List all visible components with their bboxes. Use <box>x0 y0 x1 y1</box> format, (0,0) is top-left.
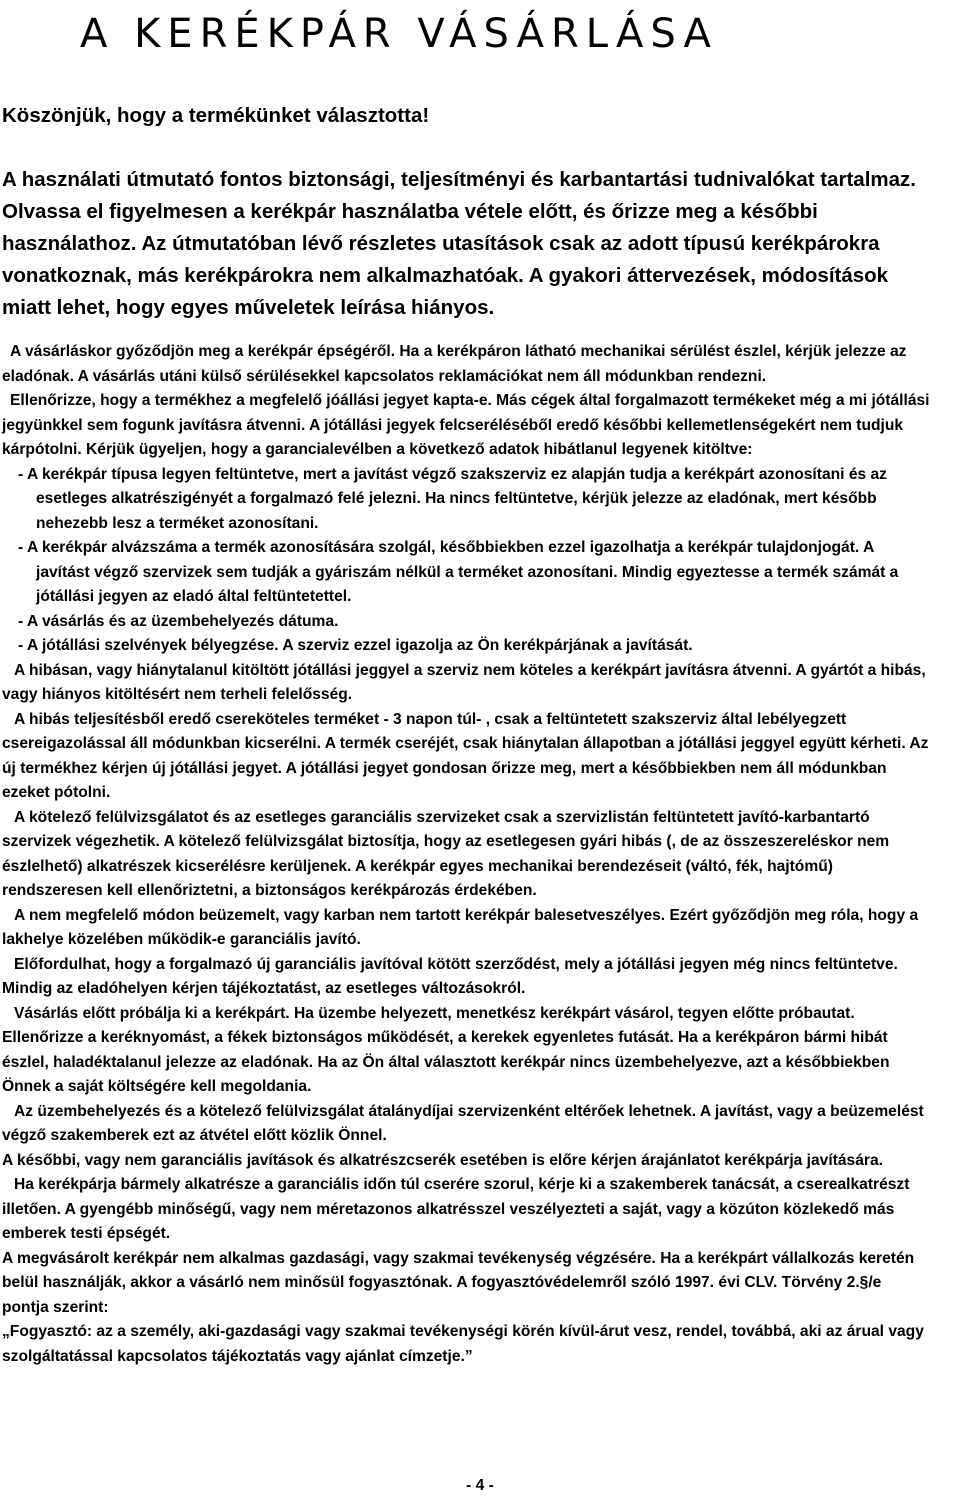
paragraph-incomplete-card: A hibásan, vagy hiánytalanul kitöltött jótállási jeggyel a szerviz nem köteles a kerékpárt javításra átvenni. A gyártót a hibás, vagy hiányos kitöltésért nem terheli felelősség. <box>2 661 926 703</box>
bullet-purchase-date: - A vásárlás és az üzembehelyezés dátuma. <box>18 612 339 630</box>
paragraph-fees: Az üzembehelyezés és a kötelező felülvizsgálat átalánydíjai szervizenként eltérőek lehetnek. A javítást, vagy a beüzemelést végző szakemberek ezt az átvétel előtt közlik Önnel. <box>2 1102 924 1144</box>
paragraph-replacement: A hibás teljesítésből eredő csereköteles terméket - 3 napon túl- , csak a feltüntetett szakszerviz által lebélyegzett csereigazolással áll módunkban kicserélni. A termék cseréjét, csak hiánytalan állapotban a jótállási jeggyel együtt kérheti. Az új termékhez kérjen új jótállási jegyet. A jótállási jegyet gondosan őrizze meg, mert a későbbiekben nem áll módunkban ezeket pótolni. <box>2 710 929 801</box>
paragraph-warranty-card: Ellenőrizze, hogy a termékhez a megfelelő jóállási jegyet kapta-e. Más cégek által forgalmazott termékeket még a mi jótállási jegyünkkel sem fogunk javításra átvenni. A jótállási jegyek felcserélésébőI eredő későbbi kellemetlenségekért nem tudjuk kárpótolni. Kérjük ügyeljen, hogy a garancialevélben a következő adatok hibátlanul legyenek kitöltve: <box>2 392 930 458</box>
paragraph-test-ride: Vásárlás előtt próbálja ki a kerékpárt. Ha üzembe helyezett, menetkész kerékpárt vásárol, tegyen előtte próbautat. Ellenőrizze a keréknyomást, a fékek biztonságos működését, a kerekek egyenletes futását. Ha a kerékpáron bármi hibát észlel, haladéktalanul jelezze az eladónak. Ha az Ön által választott kerékpár nincs üzembehelyezve, azt a későbbiekben Önnek a saját költségére kell megoldania. <box>2 1004 890 1095</box>
bullet-stamping: - A jótállási szelvények bélyegzése. A szerviz ezzel igazolja az Ön kerékpárjának a javítását. <box>18 637 693 654</box>
bullet-frame-number: - A kerékpár alvázszáma a termék azonosítására szolgál, későbbiekben ezzel igazolhatja a kerékpár tulajdonjogát. A javítást végző szervizek sem tudják a gyáriszám nélkül a terméket azonosítani. Mindig egyeztesse a termék számát a jótállási jegyen az eladó által feltüntetettel. <box>18 539 899 605</box>
paragraph-quote: A későbbi, vagy nem garanciális javítások és alkatrészcserék esetében is előre kérjen árajánlatot kerékpárja javítására. <box>2 1151 883 1169</box>
thanks-line: Köszönjük, hogy a termékünket választotta! <box>2 104 430 127</box>
page-number: - 4 - <box>466 1477 494 1494</box>
paragraph-commercial-use: A megvásárolt kerékpár nem alkalmas gazdasági, vagy szakmai tevékenység végzésére. Ha a kerékpárt vállalkozás keretén belül használják, akkor a vásárló nem minősül fogyasztónak. A fogyasztóvédelemről szóló 1997. évi CLV. Törvény 2.§/e pontja szerint: <box>2 1249 915 1316</box>
page-title: A KERÉKPÁR VÁSÁRLÁSA <box>80 11 718 57</box>
paragraph-mandatory-inspection: A kötelező felülvizsgálatot és az esetleges garanciális szervizeket csak a szervizlistán feltüntetett javító-karbantartó szervizek végezhetik. A kötelező felülvizsgálat biztosítja, hogy az esetlegesen gyári hibás (, de az összeszereléskor nem észlelhető) alkatrészek kicserélésre kerüljenek. A kerékpár egyes mechanikai berendezéseit (váltó, fék, hajtómű) rendszeresen kell ellenőriztetni, a biztonságos kerékpározás érdekében. <box>2 808 890 899</box>
intro-paragraph: A használati útmutató fontos biztonsági, teljesítményi és karbantartási tudnivalókat tartalmaz. Olvassa el figyelmesen a kerékpár használatba vétele előtt, és őrizze meg a későbbi használathoz. Az útmutatóban lévő részletes utasítások csak az adott típusú kerékpárokra vonatkoznak, más kerékpárokra nem alkalmazhatóak. A gyakori áttervezések, módosítások miatt lehet, hogy egyes műveletek leírása hiányos. <box>2 168 916 319</box>
paragraph-consumer-definition: „Fogyasztó: az a személy, aki-gazdasági vagy szakmai tevékenységi körén kívül-árut vesz, rendel, továbbá, aki az árual vagy szolgáltatással kapcsolatos tájékoztatás vagy ajánlat címzetje.” <box>2 1323 924 1365</box>
paragraph-new-service-partner: Előfordulhat, hogy a forgalmazó új garanciális javítóval kötött szerződést, mely a jótállási jegyen még nincs feltüntetve. Mindig az eladóhelyen kérjen tájékoztatást, az esetleges változásokról. <box>2 955 898 997</box>
body-text <box>2 340 930 1369</box>
paragraph-spare-parts: Ha kerékpárja bármely alkatrésze a garanciális időn túl cserére szorul, kérje ki a szakemberek tanácsát, a cserealkatrészt illetően. A gyengébb minőségű, vagy nem méretazonos alkatrésszel veszélyezteti a saját, vagy a közúton közlekedő más emberek testi épségét. <box>2 1176 910 1242</box>
paragraph-unsafe-bike: A nem megfelelő módon beüzemelt, vagy karban nem tartott kerékpár balesetveszélyes. Ezért győződjön meg róla, hogy a lakhelye közelében működik-e garanciális javító. <box>2 906 919 948</box>
bullet-bike-type: - A kerékpár típusa legyen feltüntetve, mert a javítást végző szakszerviz ez alapján tudja a kerékpárt azonosítani és az esetleges alkatrészigényét a forgalmazó felé jelezni. Ha nincs feltüntetve, kérjük jelezze az eladónak, mert később nehezebb lesz a terméket azonosítani. <box>18 465 887 532</box>
paragraph-inspection: A vásárláskor győződjön meg a kerékpár épségéről. Ha a kerékpáron látható mechanikai sérülést észlel, kérjük jelezze az eladónak. A vásárlás utáni külső sérülésekkel kapcsolatos reklamációkat nem áll módunkban rendezni. <box>2 343 907 385</box>
